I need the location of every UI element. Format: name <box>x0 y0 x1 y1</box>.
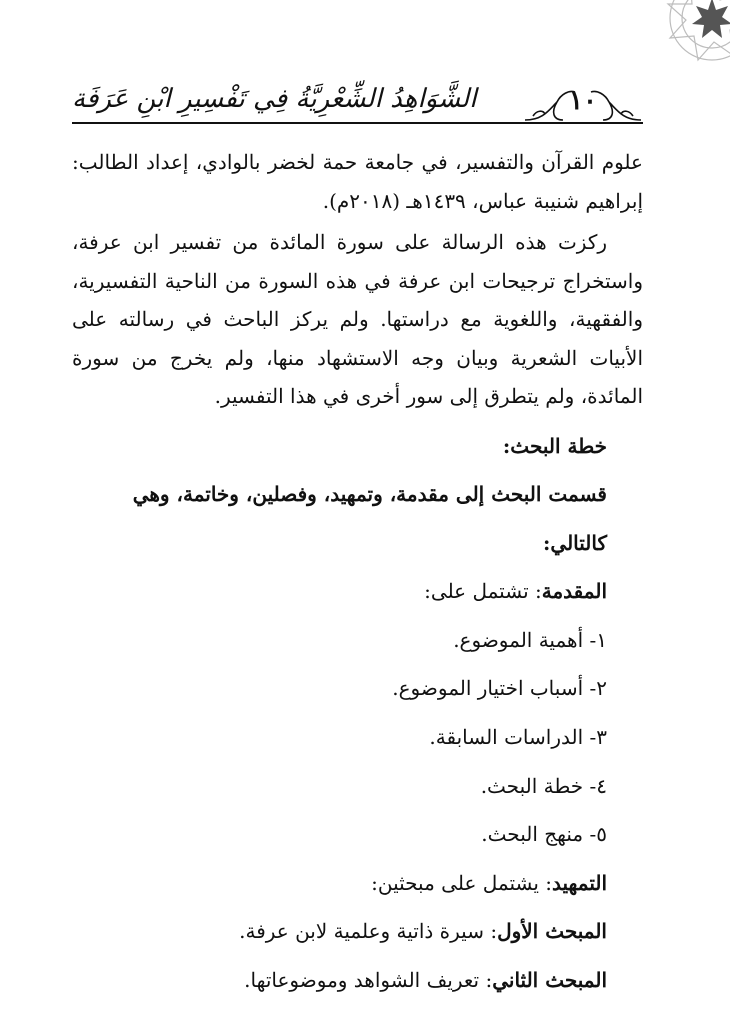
list-item: ١- أهمية الموضوع. <box>453 627 607 652</box>
intro-text: : تشتمل على: <box>424 579 542 604</box>
list-item: ٥- منهج البحث. <box>481 822 607 847</box>
paragraph-1: علوم القرآن والتفسير، في جامعة حمة لخضر بالوادي، إعداد الطالب: إبراهيم شنيبة عباس، ١٤٣٩هـ (٢٠١٨م). <box>72 150 643 213</box>
list-item: ٣- الدراسات السابقة. <box>429 725 607 750</box>
header-rule <box>72 122 643 124</box>
prelude-label: التمهيد <box>552 870 607 895</box>
plan-heading: خطة البحث: <box>502 433 607 458</box>
page-header <box>72 80 643 130</box>
first-topic-text: : سيرة ذاتية وعلمية لابن عرفة. <box>239 919 498 944</box>
list-item: ٢- أسباب اختيار الموضوع. <box>392 676 607 701</box>
plan-intro: قسمت البحث إلى مقدمة، وتمهيد، وفصلين، وخاتمة، وهي كالتالي: <box>132 482 607 555</box>
page-number-ornament <box>523 80 643 126</box>
list-item: ٤- خطة البحث. <box>480 773 607 798</box>
prelude-text: : يشتمل على مبحثين: <box>371 870 552 895</box>
first-topic-label: المبحث الأول <box>497 919 607 944</box>
running-title: الشَّوَاهِدُ الشِّعْرِيَّةُ فِي تَفْسِيرِ ابْنِ عَرَفَة <box>72 84 477 114</box>
page-number: ١٠ <box>569 86 597 116</box>
intro-label: المقدمة <box>541 579 607 604</box>
second-topic-line <box>72 956 643 1005</box>
page-body <box>72 143 643 1005</box>
prelude-line <box>72 859 643 908</box>
paragraph-2: ركزت هذه الرسالة على سورة المائدة من تفسير ابن عرفة، واستخراج ترجيحات ابن عرفة في هذه السورة من الناحية التفسيرية، والفقهية، واللغوية مع دراستها. ولم يركز الباحث في رسالته على الأبيات الشعرية وبيان وجه الاستشهاد منها، ولم يخرج من سورة المائدة، ولم يتطرق إلى سور أخرى في هذا التفسير. <box>72 230 643 408</box>
corner-ornament-icon <box>640 0 730 90</box>
second-topic-label: المبحث الثاني <box>492 968 607 993</box>
intro-line <box>72 567 643 616</box>
first-topic-line <box>72 907 643 956</box>
second-topic-text: : تعريف الشواهد وموضوعاتها. <box>244 968 493 993</box>
